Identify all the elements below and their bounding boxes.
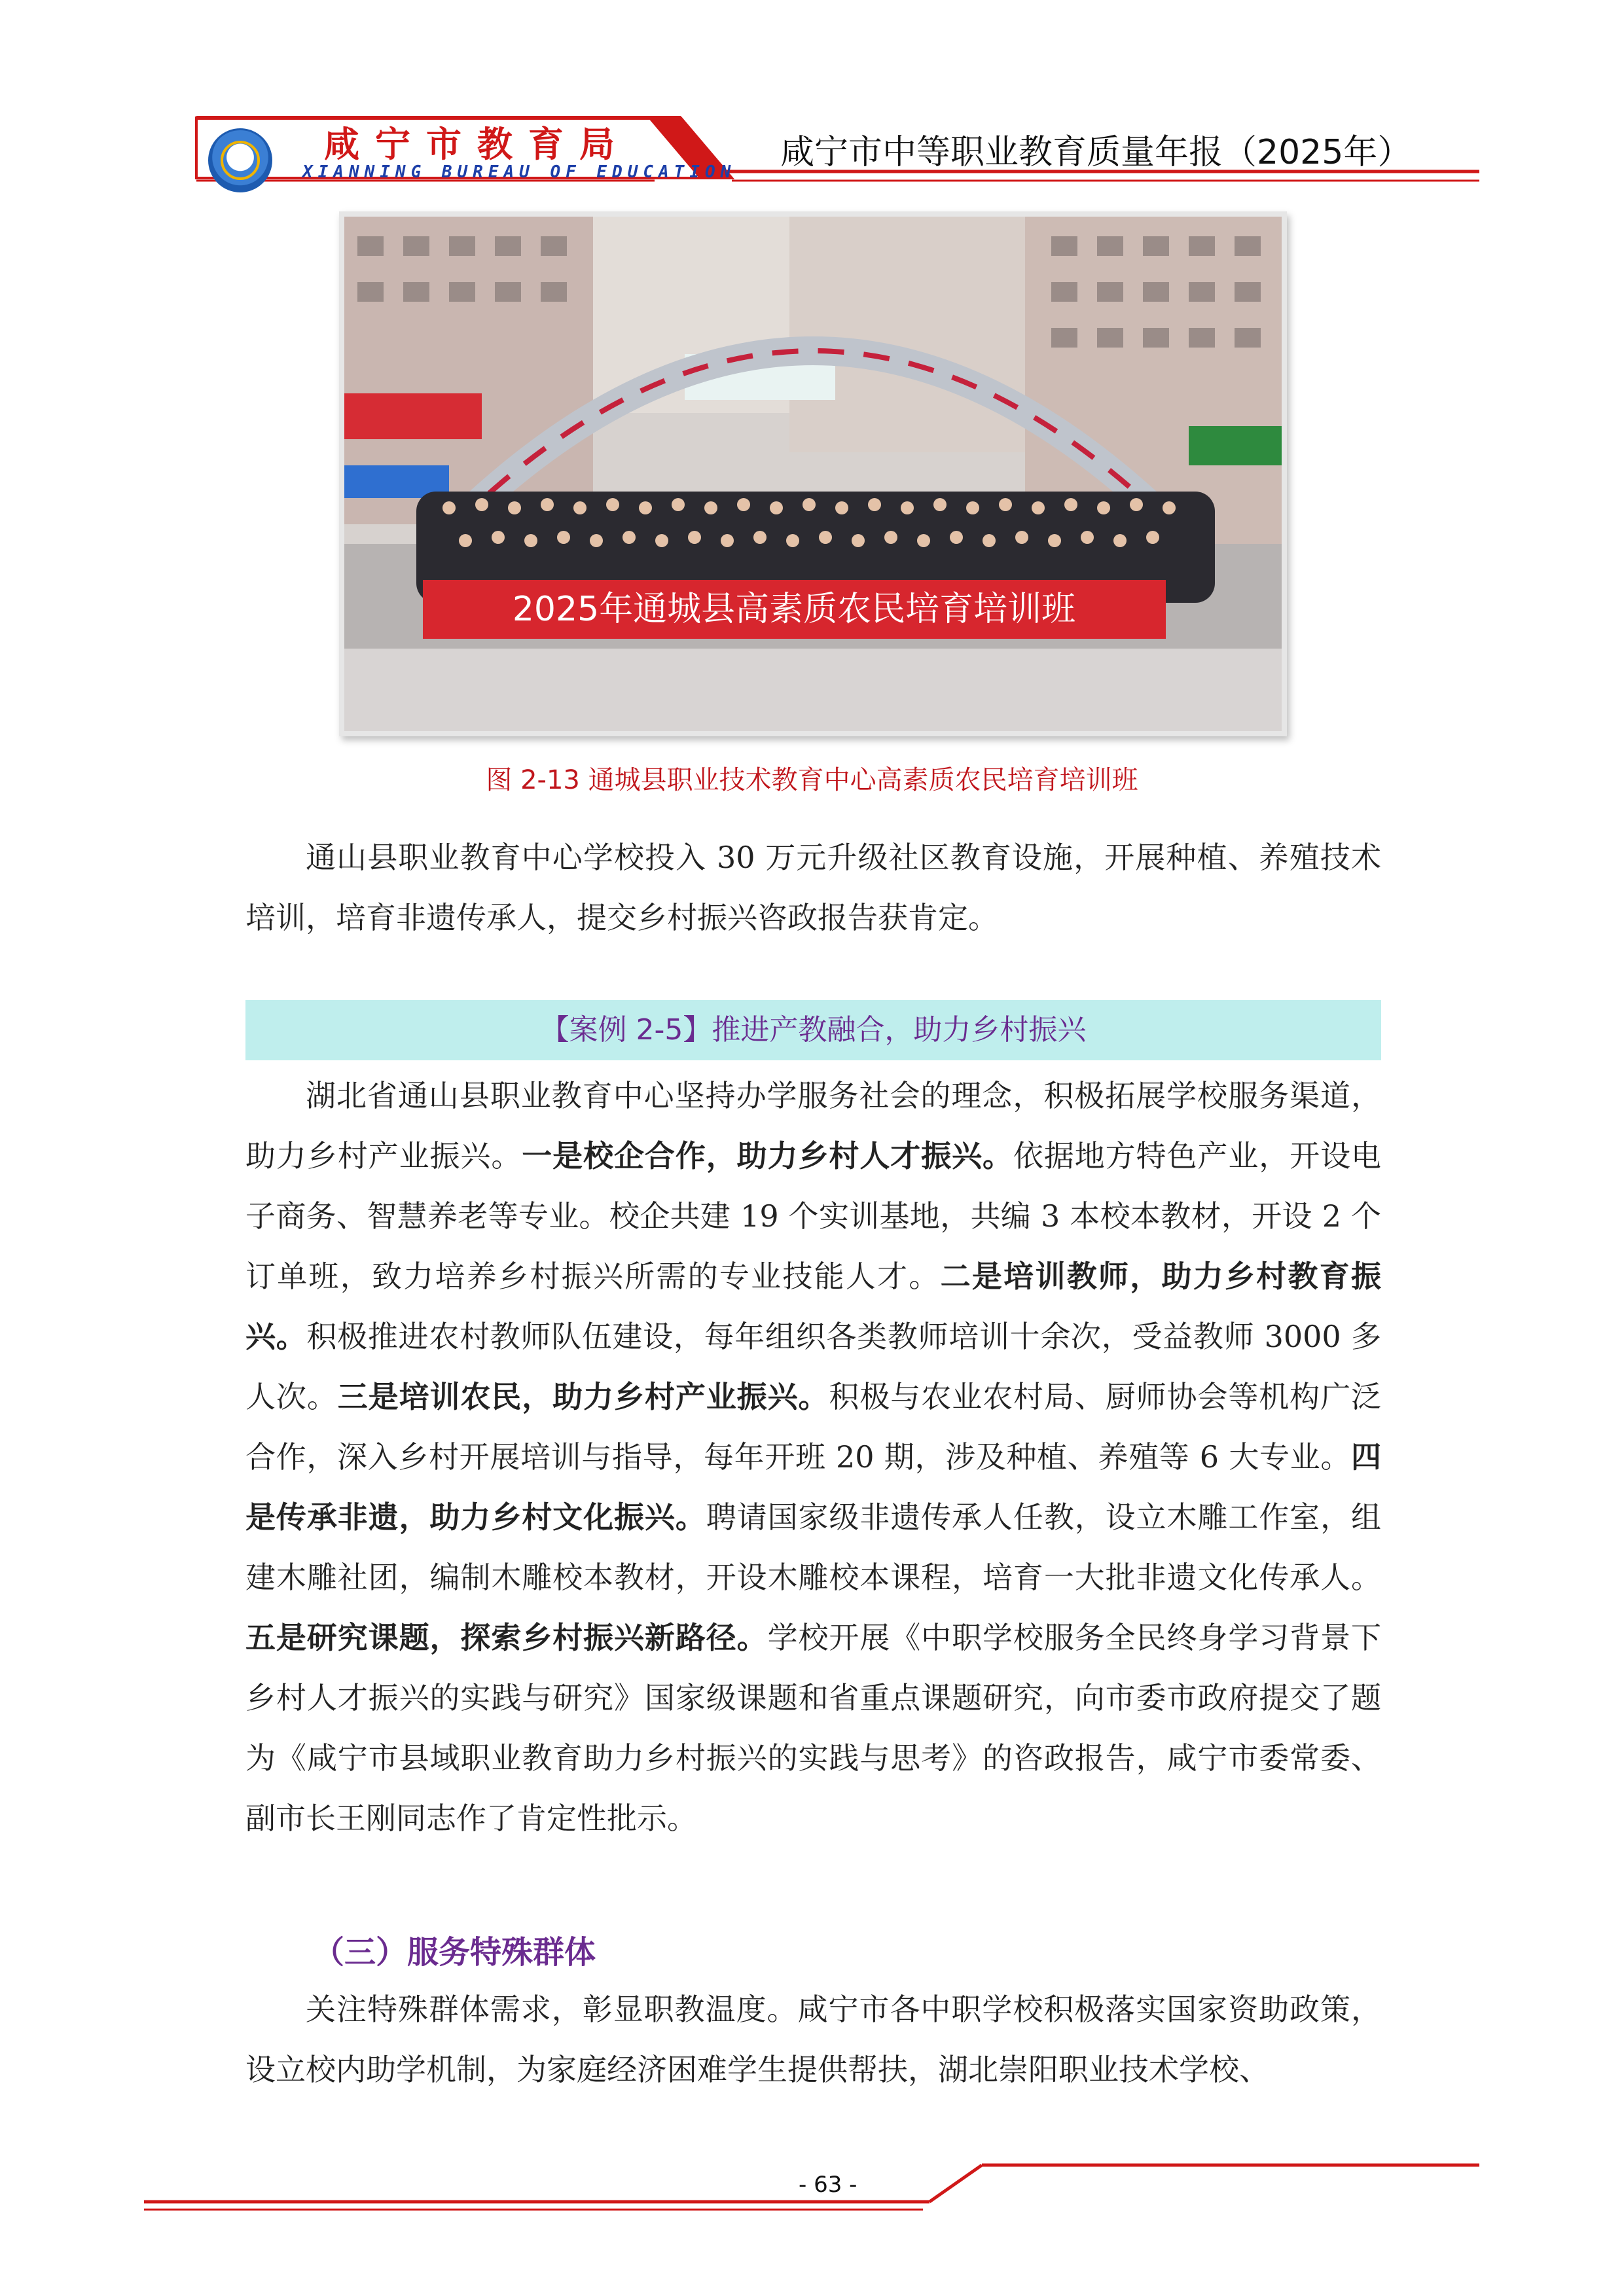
- section-heading: （三）服务特殊群体: [313, 1934, 596, 1971]
- section-paragraph: 关注特殊群体需求，彰显职教温度。咸宁市各中职学校积极落实国家资助政策，设立校内助学机制，为家庭经济困难学生提供帮扶，湖北崇阳职业技术学校、: [245, 1992, 1381, 2087]
- figure-caption: 图 2-13 通城县职业技术教育中心高素质农民培育培训班: [486, 765, 1138, 795]
- org-name-cn: 咸宁市教育局: [324, 123, 630, 165]
- case-point-4: 四是传承非遗，助力乡村文化振兴。: [245, 1439, 1381, 1535]
- case-text-5: 聘请国家级非遗传承人任教，设立木雕工作室，组建木雕社团，编制木雕校本教材，开设木雕校本课程，培育一大批非遗文化传承人。: [245, 1499, 1382, 1595]
- case-text-6: 学校开展《中职学校服务全民终身学习背景下乡村人才振兴的实践与研究》国家级课题和省重点课题研究，向市委市政府提交了题为《咸宁市县域职业教育助力乡村振兴的实践与思考》的咨政报告，咸宁市委常委、副市长王刚同志作了肯定性批示。: [245, 1620, 1382, 1836]
- case-text-4: 积极与农业农村局、厨师协会等机构广泛合作，深入乡村开展培训与指导，每年开班 20 期，涉及种植、养殖等 6 大专业。: [245, 1379, 1382, 1475]
- case-paragraph: [245, 1066, 1381, 1848]
- case-point-2: 二是培训教师，助力乡村教育振兴。: [245, 1259, 1382, 1354]
- intro-paragraph: 通山县职业教育中心学校投入 30 万元升级社区教育设施，开展种植、养殖技术培训，培育非遗传承人，提交乡村振兴咨政报告获肯定。: [245, 840, 1381, 935]
- case-title-bar: 【案例 2-5】推进产教融合，助力乡村振兴: [245, 1000, 1381, 1060]
- banner-text: 2025年通城县高素质农民培育培训班: [512, 590, 1076, 629]
- group-photo: [339, 211, 1287, 736]
- org-name-en: XIANNING BUREAU OF EDUCATION: [302, 162, 736, 182]
- case-text-1: 湖北省通山县职业教育中心坚持办学服务社会的理念，积极拓展学校服务渠道，助力乡村产业振兴。: [245, 1078, 1381, 1174]
- case-point-5: 五是研究课题，探索乡村振兴新路径。: [245, 1620, 768, 1655]
- case-point-1: 一是校企合作，助力乡村人才振兴。: [522, 1138, 1013, 1174]
- page-header: [0, 0, 1624, 196]
- bureau-logo-icon: [208, 128, 272, 192]
- case-text-3: 积极推进农村教师队伍建设，每年组织各类教师培训十余次，受益教师 3000 多人次。: [245, 1319, 1382, 1414]
- page-number: - 63 -: [799, 2172, 857, 2198]
- case-text-2: 依据地方特色产业，开设电子商务、智慧养老等专业。校企共建 19 个实训基地，共编 3 本校本教材，开设 2 个订单班，致力培养乡村振兴所需的专业技能人才。: [245, 1138, 1382, 1294]
- report-title: 咸宁市中等职业教育质量年报（2025年）: [780, 133, 1412, 172]
- case-point-3: 三是培训农民，助力乡村产业振兴。: [337, 1379, 829, 1414]
